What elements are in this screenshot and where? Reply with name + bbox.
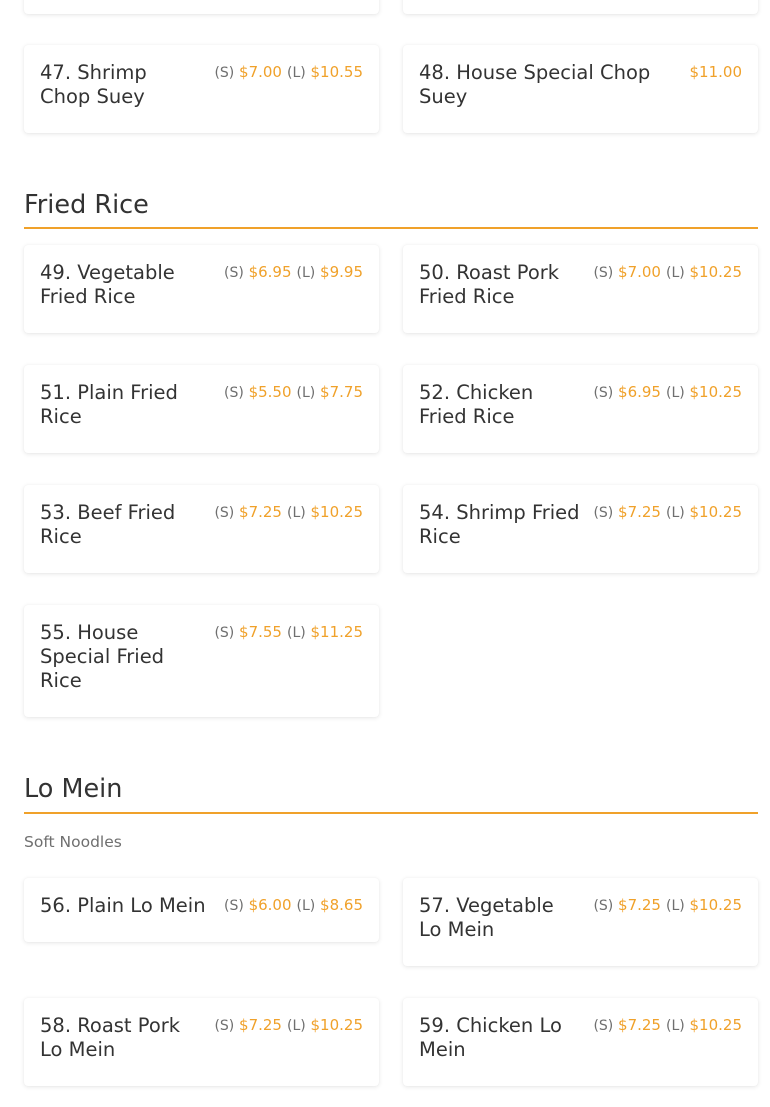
price-small: $6.95	[248, 263, 292, 281]
menu-item-card[interactable]	[24, 45, 379, 133]
item-prices	[224, 895, 363, 916]
item-prices	[214, 502, 363, 523]
size-label-large: (L)	[665, 265, 685, 281]
price-small: $7.00	[239, 63, 282, 81]
price-large: $10.25	[689, 383, 742, 401]
size-label-small: (S)	[593, 898, 614, 914]
item-prices	[593, 262, 742, 283]
price-large: $7.75	[320, 383, 363, 401]
price-small: $6.00	[248, 896, 292, 914]
item-name: 58. Roast Pork Lo Mein	[40, 1014, 181, 1061]
item-name: 57. Vegetable Lo Mein	[419, 894, 554, 941]
item-name: 54. Shrimp Fried Rice	[419, 501, 580, 548]
item-name: 52. Chicken Fried Rice	[419, 381, 534, 428]
price: $11.00	[689, 63, 742, 81]
price-small: $7.00	[618, 263, 661, 281]
item-name: 50. Roast Pork Fried Rice	[419, 261, 560, 308]
price-large: $9.95	[320, 263, 363, 281]
item-prices	[593, 502, 742, 523]
menu-item-card[interactable]	[403, 998, 758, 1086]
menu-item-card[interactable]	[24, 485, 379, 573]
menu-item-card[interactable]	[403, 0, 758, 14]
price-small: $7.25	[618, 503, 661, 521]
price-large: $10.55	[310, 63, 363, 81]
size-label-small: (S)	[214, 1018, 235, 1034]
menu-item-card[interactable]	[403, 245, 758, 333]
item-name: 59. Chicken Lo Mein	[419, 1014, 562, 1061]
item-prices	[224, 262, 363, 283]
price-small: $5.50	[248, 383, 292, 401]
section-divider	[24, 812, 758, 814]
price-small: $6.95	[618, 383, 661, 401]
size-label-large: (L)	[296, 385, 316, 401]
item-prices	[214, 622, 363, 643]
item-name: 47. Shrimp Chop Suey	[40, 61, 147, 108]
item-name: 55. House Special Fried Rice	[40, 621, 165, 692]
item-prices	[593, 1015, 742, 1036]
item-prices	[593, 895, 742, 916]
section-title-fried-rice: Fried Rice	[24, 190, 149, 220]
size-label-large: (L)	[665, 898, 685, 914]
size-label-small: (S)	[223, 385, 244, 401]
menu-item-card[interactable]	[24, 605, 379, 717]
size-label-small: (S)	[593, 265, 614, 281]
item-prices	[214, 62, 363, 83]
section-title-lo-mein: Lo Mein	[24, 774, 123, 804]
price-small: $7.55	[239, 623, 282, 641]
menu-item-card[interactable]	[24, 0, 379, 14]
item-prices	[224, 382, 363, 403]
menu-item-card[interactable]	[403, 365, 758, 453]
item-name: 48. House Special Chop Suey	[419, 61, 651, 108]
menu-item-card[interactable]	[403, 45, 758, 133]
price-small: $7.25	[618, 896, 661, 914]
price-large: $11.25	[310, 623, 363, 641]
price-small: $7.25	[239, 503, 282, 521]
menu-item-card[interactable]	[24, 878, 379, 942]
item-name: 51. Plain Fried Rice	[40, 381, 178, 428]
section-divider	[24, 227, 758, 229]
size-label-large: (L)	[286, 625, 306, 641]
price-small: $7.25	[618, 1016, 661, 1034]
price-large: $10.25	[689, 503, 742, 521]
price-large: $10.25	[689, 263, 742, 281]
size-label-large: (L)	[286, 65, 306, 81]
size-label-small: (S)	[214, 65, 235, 81]
item-name: 56. Plain Lo Mein	[40, 894, 206, 917]
size-label-large: (L)	[286, 505, 306, 521]
size-label-small: (S)	[214, 505, 235, 521]
size-label-large: (L)	[665, 385, 685, 401]
menu-item-card[interactable]	[403, 878, 758, 966]
size-label-large: (L)	[665, 505, 685, 521]
item-prices	[690, 62, 743, 82]
size-label-small: (S)	[593, 1018, 614, 1034]
size-label-large: (L)	[296, 898, 316, 914]
price-large: $10.25	[310, 1016, 363, 1034]
item-prices	[214, 1015, 363, 1036]
menu-item-card[interactable]	[403, 485, 758, 573]
item-name: 53. Beef Fried Rice	[40, 501, 176, 548]
price-large: $10.25	[689, 1016, 742, 1034]
item-name: 49. Vegetable Fried Rice	[40, 261, 175, 308]
menu-item-card[interactable]	[24, 245, 379, 333]
item-prices	[593, 382, 742, 403]
price-large: $8.65	[320, 896, 363, 914]
size-label-small: (S)	[214, 625, 235, 641]
size-label-large: (L)	[665, 1018, 685, 1034]
menu-item-card[interactable]	[24, 998, 379, 1086]
size-label-small: (S)	[593, 505, 614, 521]
size-label-large: (L)	[296, 265, 316, 281]
size-label-large: (L)	[286, 1018, 306, 1034]
price-small: $7.25	[239, 1016, 282, 1034]
size-label-small: (S)	[593, 385, 614, 401]
section-description: Soft Noodles	[24, 833, 122, 851]
size-label-small: (S)	[223, 898, 244, 914]
price-large: $10.25	[689, 896, 742, 914]
menu-item-card[interactable]	[24, 365, 379, 453]
size-label-small: (S)	[223, 265, 244, 281]
price-large: $10.25	[310, 503, 363, 521]
